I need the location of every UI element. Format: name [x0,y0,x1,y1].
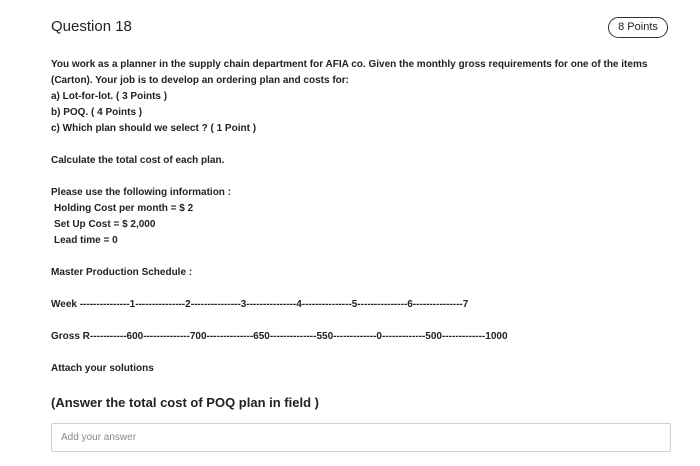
gross-requirements-row: Gross R-----------600--------------700--------------650--------------550-------------0-------------500-------------1000 [51,331,508,342]
info-heading: Please use the following information : [51,187,232,198]
points-badge: 8 Points [608,17,668,38]
week-row: Week ---------------1---------------2---------------3---------------4---------------5---------------6---------------7 [51,299,469,310]
task-item-a: a) Lot-for-lot. ( 3 Points ) [51,91,168,102]
mps-heading: Master Production Schedule : [51,267,193,278]
attach-solutions-label: Attach your solutions [51,363,154,374]
question-body [51,57,663,281]
task-item-c: c) Which plan should we select ? ( 1 Point ) [51,123,257,134]
calculate-instruction: Calculate the total cost of each plan. [51,155,225,166]
question-title: Question 18 [51,18,132,35]
holding-cost: Holding Cost per month = $ 2 [54,203,194,214]
answer-input[interactable] [51,423,671,452]
lead-time: Lead time = 0 [54,235,118,246]
answer-heading: (Answer the total cost of POQ plan in field ) [51,395,319,410]
task-item-b: b) POQ. ( 4 Points ) [51,107,143,118]
intro-text: You work as a planner in the supply chain department for AFIA co. Given the monthly gross requirements for one of the items (Carton). Your job is to develop an ordering plan and costs for: [51,59,648,86]
setup-cost: Set Up Cost = $ 2,000 [54,219,156,230]
